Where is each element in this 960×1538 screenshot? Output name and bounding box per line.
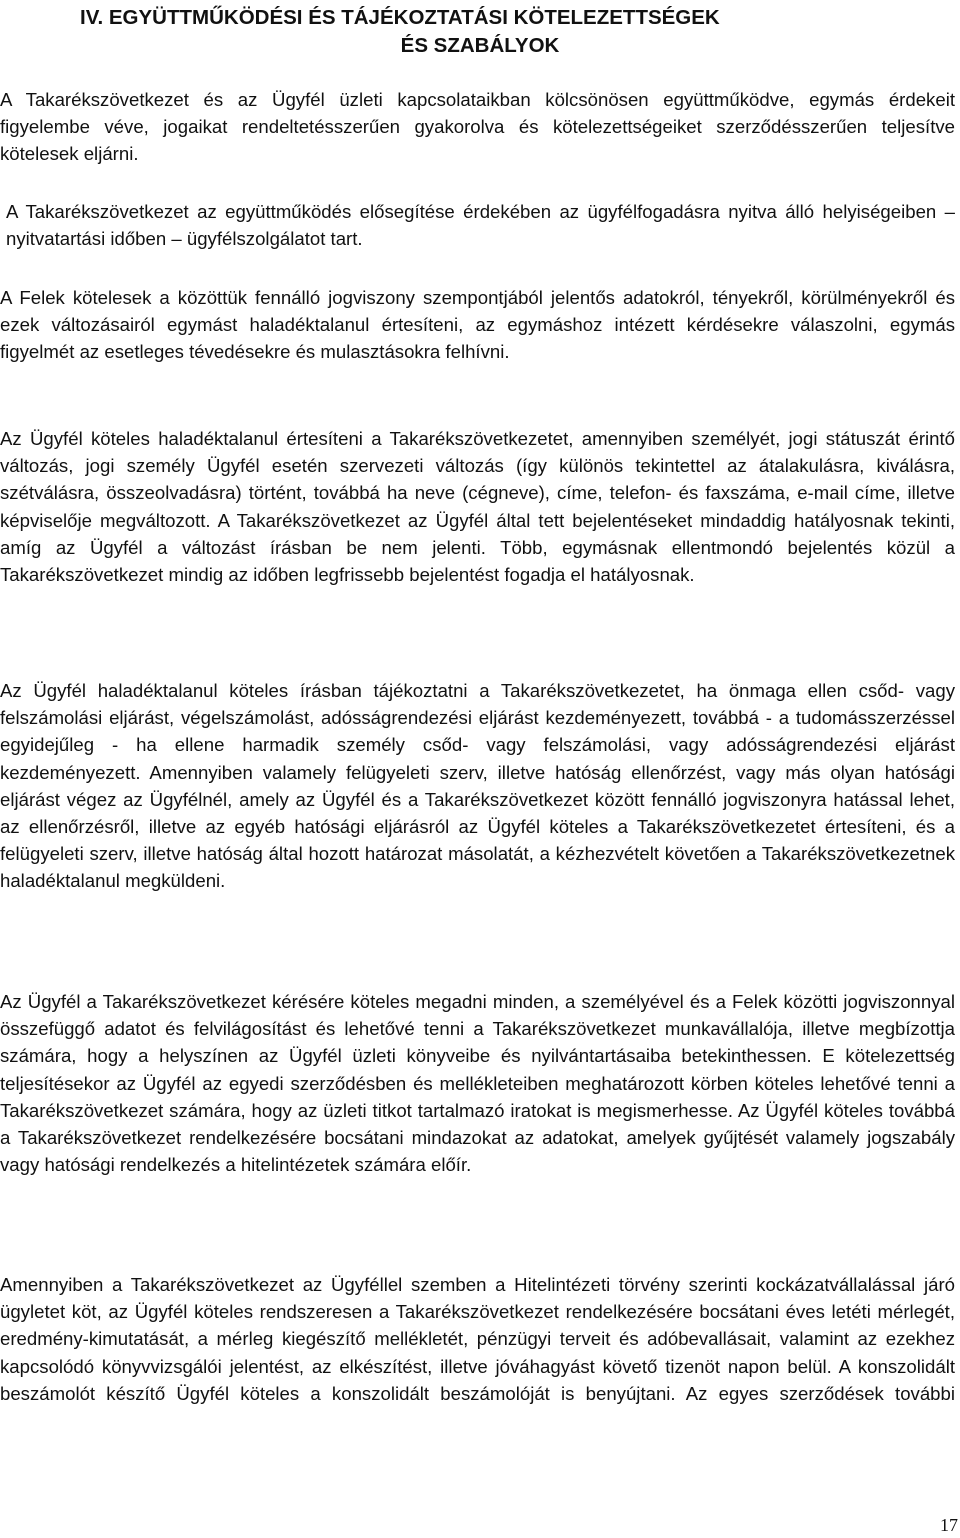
- paragraph-financial-statements: Amennyiben a Takarékszövetkezet az Ügyféllel szemben a Hitelintézeti törvény szerinti kockázatvállalással járó ügyletet köt, az Ügyfél köteles rendszeresen a Takarékszövetkezet rendelkezésére bocsátani éves letéti mérlegét, eredmény-kimutatását, a mérleg kiegészítő mellékletét, pénzügyi terveit és adóbevallásait, valamint az ezekhez kapcsolódó könyvvizsgálói jelentést, az elkészítést, illetve jóváhagyást követő tizenöt napon belül. A konszolidált beszámolót készítő Ügyfél köteles a konszolidált beszámolóját is benyújtani. Az egyes szerződések további: [0, 1274, 955, 1404]
- paragraph-cooperation: A Takarékszövetkezet és az Ügyfél üzleti kapcsolataikban kölcsönösen együttműködve, egymás érdekeit figyelembe véve, jogaikat rendeltetésszerűen gyakorolva és kötelezettségeiket szerződésszerűen teljesítve kötelesek eljárni.: [0, 89, 955, 165]
- page-number: 17: [940, 1515, 958, 1535]
- section-title-line-1: IV. EGYÜTTMŰKÖDÉSI ÉS TÁJÉKOZTATÁSI KÖTELEZETTSÉGEK: [80, 6, 720, 29]
- paragraph-data-provision: Az Ügyfél a Takarékszövetkezet kérésére köteles megadni minden, a személyével és a Felek közötti jogviszonnyal összefüggő adatot és felvilágosítást és lehetővé tenni a Takarékszövetkezet munkavállalója, illetve megbízottja számára, hogy a helyszínen az Ügyfél üzleti könyveibe és nyilvántartásaiba betekinthessen. E kötelezettség teljesítésekor az Ügyfél az egyedi szerződésben és mellékleteiben meghatározott körben köteles lehetővé tenni a Takarékszövetkezet számára, hogy az üzleti titkot tartalmazó iratokat is megismerhesse. Az Ügyfél köteles továbbá a Takarékszövetkezet rendelkezésére bocsátani mindazokat az adatokat, amelyek gyűjtését valamely jogszabály vagy hatósági rendelkezés a hitelintézetek számára előír.: [0, 991, 955, 1176]
- section-title-line-2: ÉS SZABÁLYOK: [400, 34, 560, 57]
- paragraph-change-notification: Az Ügyfél köteles haladéktalanul értesíteni a Takarékszövetkezetet, amennyiben személyét, jogi státuszát érintő változás, jogi személy Ügyfél esetén szervezeti változás (így különös tekintettel az átalakulásra, kiválásra, szétválásra, összeolvadásra) történt, továbbá ha neve (cégneve), címe, telefon- és faxszáma, e-mail címe, illetve képviselője megváltozott. A Takarékszövetkezet az Ügyfél által tett bejelentéseket mindaddig hatályosnak tekinti, amíg az Ügyfél a változást írásban be nem jelenti. Több, egymásnak ellentmondó bejelentés közül a Takarékszövetkezet mindig az időben legfrissebb bejelentést fogadja el hatályosnak.: [0, 428, 955, 586]
- paragraph-insolvency-notification: Az Ügyfél haladéktalanul köteles írásban tájékoztatni a Takarékszövetkezetet, ha önmaga ellen csőd- vagy felszámolási eljárást, végelszámolást, adósságrendezési eljárást kezdeményezett, továbbá - a tudomásszerzéssel egyidejűleg - ha ellene harmadik személy csőd- vagy felszámolási, vagy adósságrendezési eljárást kezdeményezett. Amennyiben valamely felügyeleti szerv, illetve hatóság ellenőrzést, vagy más olyan hatósági eljárást végez az Ügyfélnél, amely az Ügyfél és a Takarékszövetkezet között fennálló jogviszonyra hatással lehet, az ellenőrzésről, illetve az egyéb hatósági eljárásról az Ügyfél köteles a Takarékszövetkezetet értesíteni, és a felügyeleti szerv, illetve hatóság által hozott határozat másolatát, a kézhezvételt követően a Takarékszövetkezetnek haladéktalanul megküldeni.: [0, 680, 955, 892]
- paragraph-customer-service: A Takarékszövetkezet az együttműködés elősegítése érdekében az ügyfélfogadásra nyitva álló helyiségeiben – nyitvatartási időben – ügyfélszolgálatot tart.: [6, 201, 955, 250]
- paragraph-mutual-notification: A Felek kötelesek a közöttük fennálló jogviszony szempontjából jelentős adatokról, tényekről, körülményekről és ezek változásairól egymást haladéktalanul értesíteni, az egymáshoz intézett kérdésekre válaszolni, egymás figyelmét az esetleges tévedésekre és mulasztásokra felhívni.: [0, 287, 955, 363]
